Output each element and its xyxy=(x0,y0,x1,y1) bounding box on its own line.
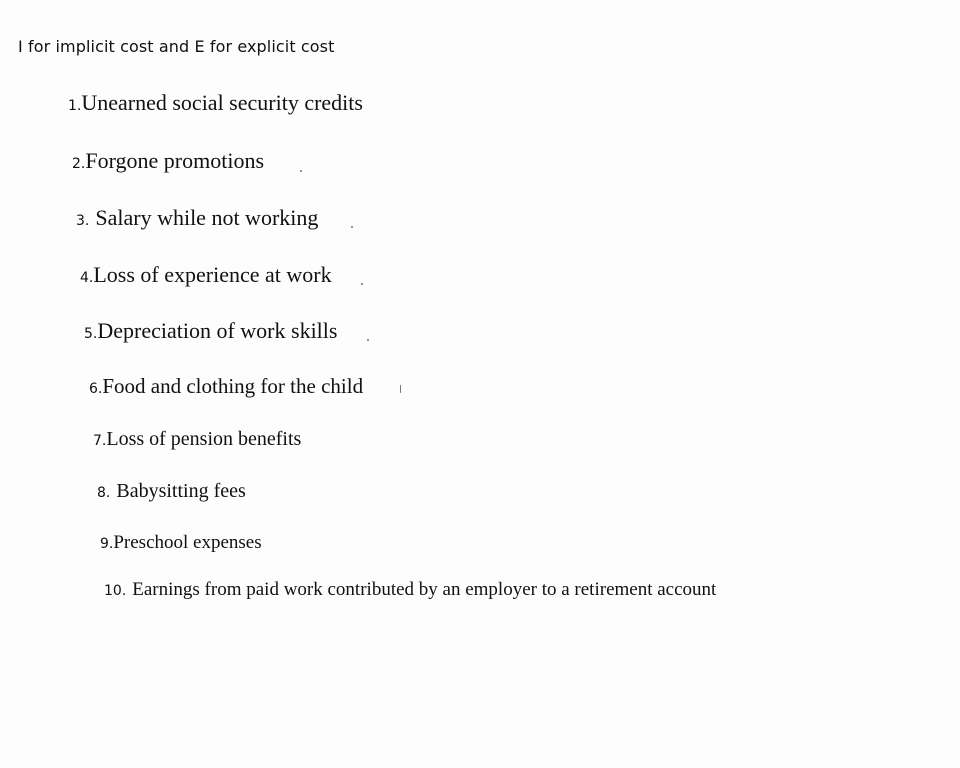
item-text: Preschool expenses xyxy=(113,532,262,553)
scan-speck xyxy=(400,385,401,393)
scan-speck xyxy=(367,339,369,341)
item-number: 2. xyxy=(72,156,86,172)
scan-speck xyxy=(361,283,363,285)
item-number: 5. xyxy=(84,326,98,342)
item-number: 3. xyxy=(76,213,90,229)
item-text: Earnings from paid work contributed by an employer to a retirement account xyxy=(132,579,717,600)
item-text: Food and clothing for the child xyxy=(102,374,364,398)
item-number: 7. xyxy=(93,433,107,449)
list-item xyxy=(93,428,301,451)
list-item xyxy=(97,480,246,503)
item-text: Loss of pension benefits xyxy=(106,428,302,450)
item-number: 9. xyxy=(100,536,114,552)
item-text: Forgone promotions xyxy=(85,148,265,173)
list-item xyxy=(89,374,363,399)
item-text: Depreciation of work skills xyxy=(97,318,338,343)
scan-speck xyxy=(351,226,353,228)
instruction-text: I for implicit cost and E for explicit cost xyxy=(18,37,335,56)
list-item xyxy=(100,532,262,554)
scan-speck xyxy=(300,170,302,172)
list-item xyxy=(80,262,332,288)
list-item xyxy=(76,205,318,231)
item-text: Babysitting fees xyxy=(116,480,246,502)
item-number: 1. xyxy=(68,98,82,114)
list-item xyxy=(68,90,363,116)
list-item xyxy=(84,318,337,344)
item-text: Loss of experience at work xyxy=(93,262,332,287)
item-text: Unearned social security credits xyxy=(81,90,363,115)
item-number: 10. xyxy=(104,583,127,599)
list-item xyxy=(104,579,716,601)
item-number: 4. xyxy=(80,270,94,286)
item-number: 8. xyxy=(97,485,111,501)
item-text: Salary while not working xyxy=(95,205,319,230)
list-item xyxy=(72,148,264,174)
item-number: 6. xyxy=(89,381,103,397)
